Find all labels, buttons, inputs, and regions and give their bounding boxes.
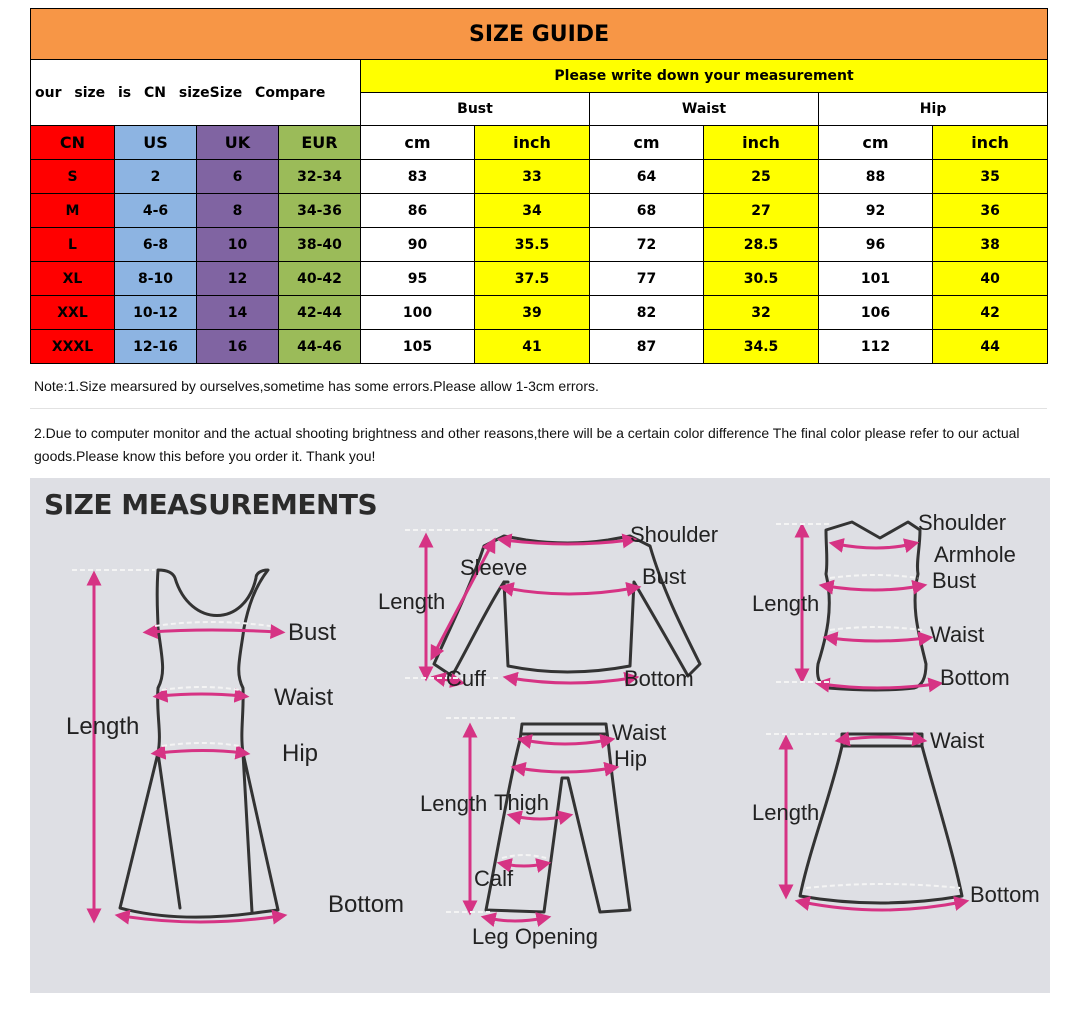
cell-us: 10-12 [115,296,197,330]
jacket-length-label: Length [378,589,446,614]
cell-hip-cm: 88 [819,160,933,194]
cell-waist-cm: 68 [590,194,704,228]
skirt-waist-label: Waist [930,728,985,753]
note-color-difference: 2.Due to computer monitor and the actual shooting brightness and other reasons,there will be a certain color difference The final color please refer to our actual goods.Please know this before you order it. Thank you! [34,425,1020,464]
cell-eur: 44-46 [279,330,361,364]
cell-bust-inch: 34 [475,194,590,228]
cell-cn: L [31,228,115,262]
vest-armhole-label: Armhole [934,542,1016,567]
pants-thigh-label: Thigh [494,790,550,815]
cell-bust-cm: 90 [361,228,475,262]
jacket-bottom-label: Bottom [624,666,694,691]
cell-eur: 42-44 [279,296,361,330]
cell-waist-inch: 27 [704,194,819,228]
table-row [31,160,1048,194]
column-header-eur: EUR [279,126,361,160]
cell-bust-inch: 41 [475,330,590,364]
unit-header-row [31,126,1048,160]
cell-hip-inch: 40 [933,262,1048,296]
cell-hip-cm: 112 [819,330,933,364]
cell-hip-inch: 44 [933,330,1048,364]
column-header-waist-inch: inch [704,126,819,160]
cell-bust-cm: 83 [361,160,475,194]
table-row [31,194,1048,228]
measurement-diagrams [30,478,1050,993]
pants-diagram [420,718,666,949]
column-header-uk: UK [197,126,279,160]
jacket-cuff-label: Cuff [446,666,486,691]
cell-hip-cm: 101 [819,262,933,296]
cell-eur: 40-42 [279,262,361,296]
column-header-hip-cm: cm [819,126,933,160]
cell-us: 4-6 [115,194,197,228]
measurement-prompt: Please write down your measurement [361,60,1048,93]
group-header-bust: Bust [361,93,590,126]
cell-bust-inch: 33 [475,160,590,194]
pants-hip-label: Hip [614,746,648,771]
table-row [31,228,1048,262]
table-row [31,262,1048,296]
vest-bust-label: Bust [932,568,977,593]
cell-bust-inch: 37.5 [475,262,590,296]
cell-cn: XXL [31,296,115,330]
cell-hip-inch: 38 [933,228,1048,262]
our-size-label: our size is CN sizeSize Compare [31,60,361,126]
cell-waist-cm: 72 [590,228,704,262]
vest-waist-label: Waist [930,622,985,647]
cell-eur: 32-34 [279,160,361,194]
cell-waist-cm: 87 [590,330,704,364]
cell-hip-inch: 35 [933,160,1048,194]
cell-uk: 16 [197,330,279,364]
pants-waist-label: Waist [612,720,667,745]
skirt-diagram [752,728,1040,910]
group-header-waist: Waist [590,93,819,126]
size-guide-table [30,8,1048,364]
dress-diagram [66,570,404,922]
cell-waist-cm: 64 [590,160,704,194]
dress-bust-label: Bust [288,619,337,646]
cell-uk: 14 [197,296,279,330]
cell-bust-inch: 35.5 [475,228,590,262]
column-header-cn: CN [31,126,115,160]
cell-waist-inch: 34.5 [704,330,819,364]
table-row [31,330,1048,364]
dress-bottom-label: Bottom [328,891,405,918]
cell-hip-cm: 106 [819,296,933,330]
cell-cn: M [31,194,115,228]
vest-shoulder-label: Shoulder [918,510,1007,535]
cell-us: 6-8 [115,228,197,262]
table-title: SIZE GUIDE [31,9,1048,60]
cell-cn: XXXL [31,330,115,364]
dress-hip-label: Hip [282,740,319,767]
vest-length-label: Length [752,591,820,616]
cell-hip-cm: 96 [819,228,933,262]
jacket-sleeve-label: Sleeve [460,555,528,580]
skirt-outline-icon [800,734,962,903]
column-header-us: US [115,126,197,160]
cell-hip-inch: 42 [933,296,1048,330]
cell-bust-inch: 39 [475,296,590,330]
cell-hip-inch: 36 [933,194,1048,228]
cell-waist-cm: 77 [590,262,704,296]
jacket-bust-label: Bust [642,564,687,589]
divider [30,408,1047,409]
cell-bust-cm: 100 [361,296,475,330]
cell-cn: S [31,160,115,194]
cell-us: 8-10 [115,262,197,296]
column-header-waist-cm: cm [590,126,704,160]
cell-bust-cm: 105 [361,330,475,364]
cell-waist-inch: 25 [704,160,819,194]
group-header-hip: Hip [819,93,1048,126]
cell-uk: 10 [197,228,279,262]
table-row [31,296,1048,330]
cell-waist-inch: 30.5 [704,262,819,296]
skirt-bottom-label: Bottom [970,882,1040,907]
pants-calf-label: Calf [474,866,514,891]
cell-uk: 6 [197,160,279,194]
size-measurements-panel [30,478,1050,993]
column-header-bust-cm: cm [361,126,475,160]
dress-waist-label: Waist [274,684,334,711]
cell-bust-cm: 86 [361,194,475,228]
jacket-shoulder-label: Shoulder [630,522,719,547]
cell-uk: 8 [197,194,279,228]
skirt-length-label: Length [752,800,820,825]
cell-hip-cm: 92 [819,194,933,228]
jacket-diagram [378,522,718,691]
pants-length-label: Length [420,791,488,816]
pants-leg-opening-label: Leg Opening [472,924,598,949]
size-measurements-title: SIZE MEASUREMENTS [44,488,378,521]
note-measurement-errors: Note:1.Size mearsured by ourselves,sometime has some errors.Please allow 1-3cm errors. [34,378,599,394]
column-header-hip-inch: inch [933,126,1048,160]
cell-eur: 38-40 [279,228,361,262]
cell-cn: XL [31,262,115,296]
cell-waist-inch: 28.5 [704,228,819,262]
cell-waist-cm: 82 [590,296,704,330]
vest-diagram [752,510,1016,690]
cell-eur: 34-36 [279,194,361,228]
column-header-bust-inch: inch [475,126,590,160]
cell-us: 12-16 [115,330,197,364]
cell-bust-cm: 95 [361,262,475,296]
cell-waist-inch: 32 [704,296,819,330]
cell-uk: 12 [197,262,279,296]
vest-bottom-label: Bottom [940,665,1010,690]
dress-length-label: Length [66,713,140,740]
cell-us: 2 [115,160,197,194]
